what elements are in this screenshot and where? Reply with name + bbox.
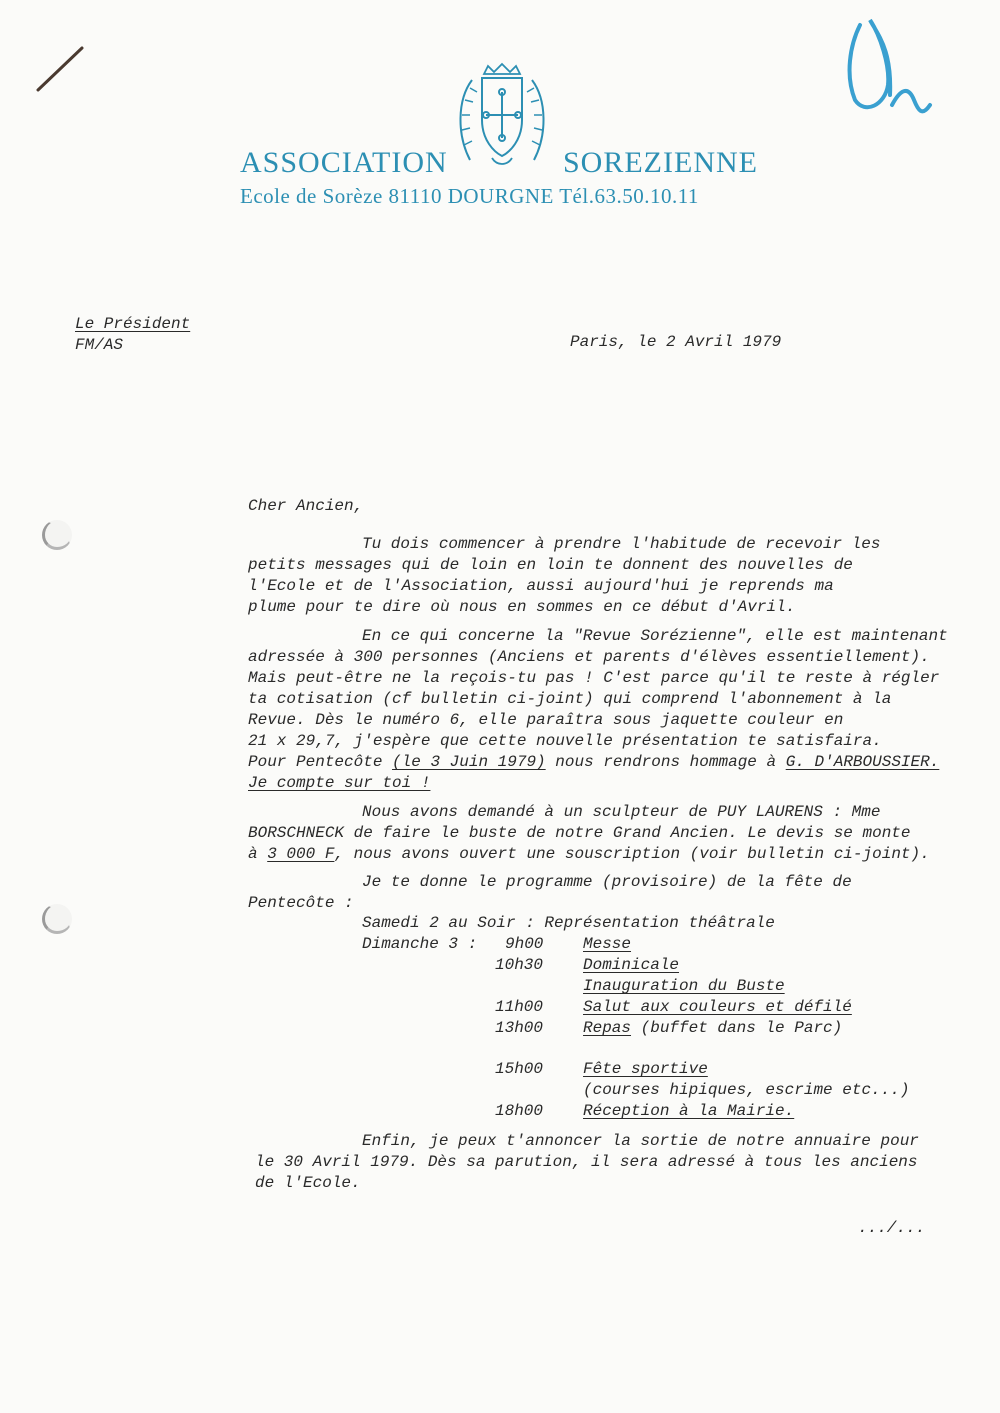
para2-line: Revue. Dès le numéro 6, elle paraîtra sous jaquette couleur en (248, 711, 844, 729)
org-name-right: SOREZIENNE (563, 146, 758, 179)
org-name-left: ASSOCIATION (240, 146, 448, 179)
para1-line: l'Ecole et de l'Association, aussi aujourd'hui je reprends ma (248, 577, 834, 595)
para3-suffix: , nous avons ouvert une souscription (voir bulletin ci-joint). (334, 845, 930, 863)
para3-line: Nous avons demandé à un sculpteur de PUY LAURENS : Mme (362, 803, 881, 821)
place-date: Paris, le 2 Avril 1979 (570, 333, 782, 351)
para2-line: 21 x 29,7, j'espère que cette nouvelle présentation te satisfaira. (248, 732, 882, 750)
para3-line (248, 844, 930, 865)
program-item-label: Repas (583, 1019, 632, 1037)
estimate-amount: 3 000 F (267, 845, 335, 863)
para3-line: BORSCHNECK de faire le buste de notre Grand Ancien. Le devis se monte (248, 824, 911, 842)
pen-mark-icon (30, 40, 90, 100)
para2-line: ta cotisation (cf bulletin ci-joint) qui comprend l'abonnement à la (248, 690, 892, 708)
program-item-label: Salut aux couleurs et défilé (583, 998, 852, 1016)
program-time: 15h00 (495, 1060, 544, 1078)
program-item (583, 976, 785, 997)
para1-line: plume pour te dire où nous en sommes en ce début d'Avril. (248, 598, 796, 616)
program-time: 13h00 (495, 1019, 544, 1037)
salutation: Cher Ancien, (248, 497, 364, 515)
para1-line: Tu dois commencer à prendre l'habitude de recevoir les (362, 535, 881, 553)
continuation-mark: .../... (858, 1219, 926, 1237)
org-address: Ecole de Sorèze 81110 DOURGNE Tél.63.50.10.11 (240, 184, 699, 208)
program-item (583, 1080, 909, 1101)
honoree-name: G. D'ARBOUSSIER. (785, 753, 940, 771)
para2-line: adressée à 300 personnes (Anciens et parents d'élèves essentiellement). (248, 648, 930, 666)
pentecote-date: (le 3 Juin 1979) (392, 753, 546, 771)
para4-line: Pentecôte : (248, 894, 354, 912)
pentecote-line (248, 752, 939, 773)
program-time: 18h00 (495, 1102, 544, 1120)
punch-hole (42, 904, 72, 934)
pentecote-prefix: Pour Pentecôte (248, 753, 393, 771)
para2-line: Mais peut-être ne la reçois-tu pas ! C'est parce qu'il te reste à régler (248, 669, 940, 687)
punch-hole (42, 520, 72, 550)
program-time: 11h00 (495, 998, 544, 1016)
para5-line: le 30 Avril 1979. Dès sa parution, il sera adressé à tous les anciens (255, 1153, 918, 1171)
sender-ref: FM/AS (75, 336, 124, 354)
program-time: 9h00 (505, 935, 544, 953)
crest-logo-icon (452, 60, 552, 170)
closing-line: Je compte sur toi ! (248, 774, 431, 792)
program-item (583, 955, 679, 976)
program-time: 10h30 (495, 956, 544, 974)
program-item-label: Messe (583, 935, 632, 953)
para5-line: Enfin, je peux t'annoncer la sortie de notre annuaire pour (362, 1132, 919, 1150)
program-item-extra: (courses hipiques, escrime etc...) (583, 1081, 910, 1099)
program-item-label: Dominicale (583, 956, 680, 974)
program-item-extra: (buffet dans le Parc) (631, 1019, 843, 1037)
pentecote-mid: nous rendrons hommage à (545, 753, 786, 771)
program-item (583, 997, 852, 1018)
handwritten-initials-icon (830, 5, 950, 135)
program-item-label: Réception à la Mairie. (583, 1102, 795, 1120)
para4-line: Je te donne le programme (provisoire) de la fête de (362, 873, 852, 891)
program-item (583, 1101, 794, 1122)
program-item (583, 1059, 708, 1080)
sender-title: Le Président (75, 315, 191, 333)
para1-line: petits messages qui de loin en loin te donnent des nouvelles de (248, 556, 853, 574)
para3-prefix: à (248, 845, 268, 863)
program-item (583, 934, 631, 955)
program-item (583, 1018, 842, 1039)
para5-line: de l'Ecole. (255, 1174, 361, 1192)
para2-line: En ce qui concerne la "Revue Sorézienne", elle est maintenant (362, 627, 948, 645)
program-item-label: Fête sportive (583, 1060, 708, 1078)
program-sunday-label: Dimanche 3 : (362, 935, 478, 953)
program-saturday: Samedi 2 au Soir : Représentation théâtrale (362, 914, 775, 932)
program-item-label: Inauguration du Buste (583, 977, 785, 995)
